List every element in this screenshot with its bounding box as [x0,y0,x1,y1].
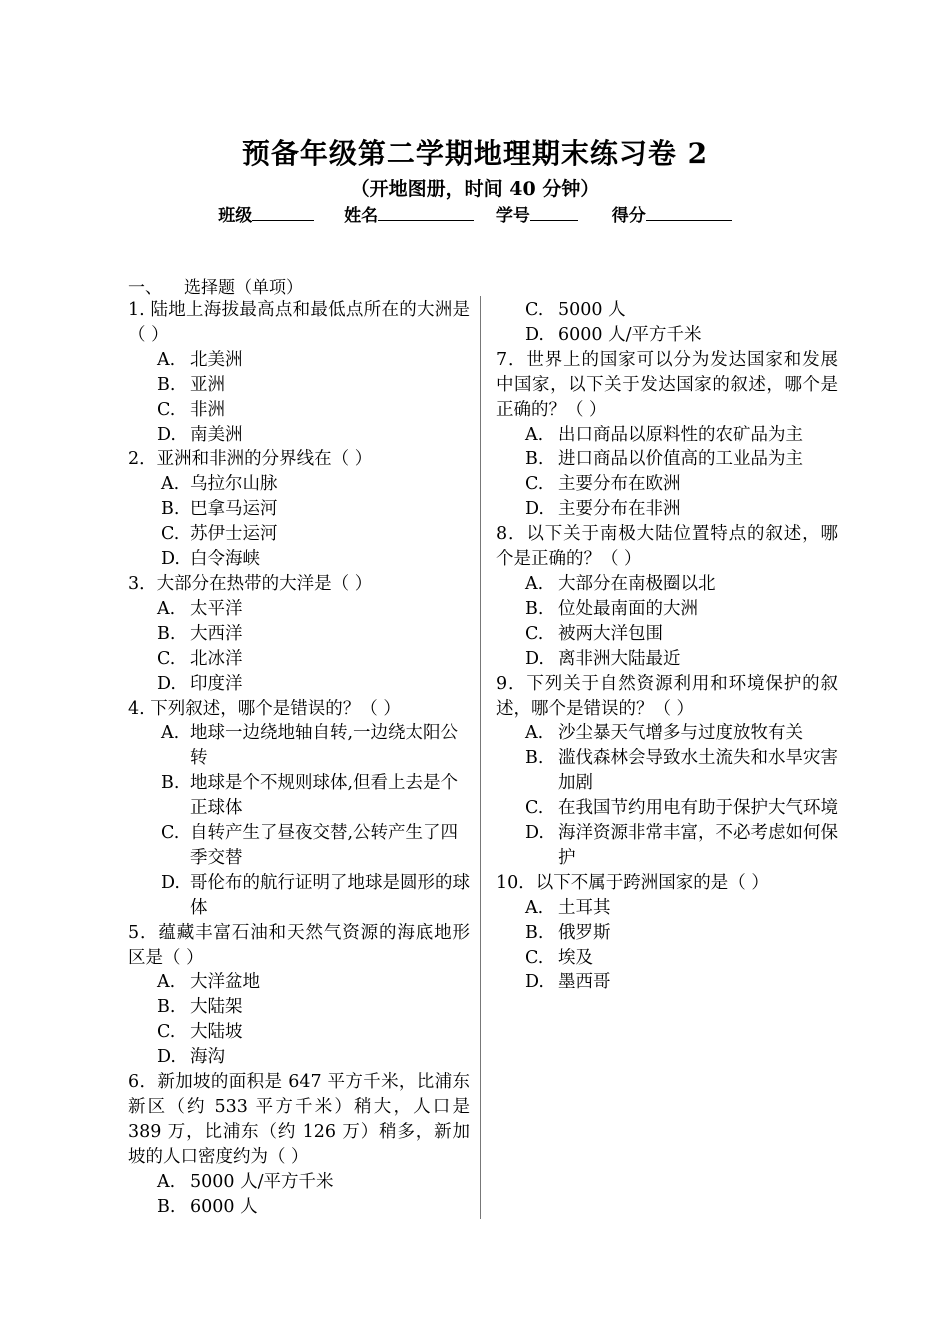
question-text: 7．世界上的国家可以分为发达国家和发展中国家，以下关于发达国家的叙述，哪个是正确的？（ ） [496,349,838,420]
option-text: 墨西哥 [558,972,611,993]
option-letter: D. [525,499,544,520]
class-blank[interactable] [252,205,314,221]
answer-option[interactable] [496,622,838,647]
question-text: 6．新加坡的面积是 647 平方千米，比浦东新区（约 533 平方千米）稍大，人口是 389 万，比浦东（约 126 万）稍多，新加坡的人口密度约为（ ） [128,1072,470,1167]
option-letter: D. [525,972,544,993]
answer-option[interactable] [128,497,470,522]
option-letter: A. [525,573,544,594]
option-letter: A. [157,349,176,370]
option-letter: D. [161,549,180,570]
option-letter: A. [525,424,544,445]
answer-option[interactable] [496,896,838,921]
answer-option[interactable] [128,721,470,771]
option-text: 地球是个不规则球体,但看上去是个正球体 [190,773,459,819]
option-text: 5000 人 [558,300,626,320]
answer-option[interactable] [128,647,470,672]
option-letter: B. [157,374,176,395]
option-text: 大西洋 [190,623,243,644]
answer-option[interactable] [128,1195,470,1220]
option-letter: A. [157,598,176,619]
option-letter: A. [161,723,180,744]
option-letter: B. [157,997,176,1018]
answer-option[interactable] [128,821,470,871]
section-heading [128,273,303,298]
option-text: 出口商品以原料性的农矿品为主 [558,424,803,445]
option-text: 进口商品以价值高的工业品为主 [558,449,803,470]
answer-option[interactable] [496,497,838,522]
answer-option[interactable] [496,447,838,472]
right-column [496,298,838,995]
name-label: 姓名 [344,206,379,226]
option-letter: D. [161,872,180,893]
question-text: 10．以下不属于跨洲国家的是（ ） [496,872,769,893]
answer-option[interactable] [128,597,470,622]
answer-option[interactable] [496,597,838,622]
answer-option[interactable] [496,647,838,672]
option-letter: D. [157,673,176,694]
option-letter: B. [157,1196,176,1217]
option-text: 地球一边绕地轴自转,一边绕太阳公转 [190,723,459,769]
answer-option[interactable] [128,348,470,373]
answer-option[interactable] [496,298,838,323]
option-text: 土耳其 [558,897,611,918]
page-subtitle: （开地图册，时间 40 分钟） [350,178,600,200]
option-text: 印度洋 [190,673,243,694]
answer-option[interactable] [128,472,470,497]
section-number: 一、 [128,278,162,298]
answer-option[interactable] [496,921,838,946]
answer-option[interactable] [128,970,470,995]
answer-option[interactable] [496,946,838,971]
option-letter: C. [525,623,544,644]
option-text: 大陆架 [190,997,243,1018]
answer-option[interactable] [128,771,470,821]
option-letter: C. [157,648,176,669]
option-letter: C. [525,798,544,819]
option-text: 位处最南面的大洲 [558,598,698,619]
answer-option[interactable] [496,572,838,597]
class-label: 班级 [218,206,253,226]
answer-option[interactable] [128,1020,470,1045]
option-text: 乌拉尔山脉 [190,474,278,495]
answer-option[interactable] [496,721,838,746]
option-letter: B. [525,922,544,943]
answer-option[interactable] [496,323,838,348]
score-label: 得分 [611,206,646,226]
option-letter: B. [161,773,180,794]
score-blank[interactable] [646,205,732,221]
option-text: 北冰洋 [190,648,243,669]
option-text: 自转产生了昼夜交替,公转产生了四季交替 [190,823,459,868]
option-letter: C. [161,524,180,545]
option-text: 南美洲 [190,424,243,445]
option-text: 大陆坡 [190,1022,243,1043]
option-letter: C. [525,947,544,968]
answer-option[interactable] [128,871,470,921]
question-text: 5．蕴藏丰富石油和天然气资源的海底地形区是（ ） [128,922,470,968]
answer-option[interactable] [128,622,470,647]
option-text: 主要分布在非洲 [558,499,681,520]
option-text: 被两大洋包围 [558,623,663,644]
option-letter: B. [525,449,544,470]
option-letter: A. [525,723,544,744]
option-letter: B. [525,598,544,619]
option-letter: B. [161,499,180,520]
option-text: 滥伐森林会导致水土流失和水旱灾害加剧 [558,748,838,794]
option-text: 离非洲大陆最近 [558,648,681,669]
option-text: 主要分布在欧洲 [558,474,681,495]
answer-option[interactable] [496,796,838,821]
option-letter: D. [157,1047,176,1068]
option-text: 海沟 [190,1047,225,1068]
score-field [612,201,732,226]
answer-option[interactable] [128,423,470,448]
left-column [128,298,470,1220]
question-text: 2．亚洲和非洲的分界线在（ ） [128,449,373,470]
option-text: 白令海峡 [190,549,260,570]
answer-option[interactable] [496,970,838,995]
option-text: 非洲 [190,399,225,420]
answer-option[interactable] [128,522,470,547]
option-letter: D. [157,424,176,445]
student-number-label: 学号 [495,206,530,226]
answer-option[interactable] [128,995,470,1020]
option-text: 沙尘暴天气增多与过度放牧有关 [558,723,803,744]
option-text: 6000 人/平方千米 [558,324,702,345]
student-number-blank[interactable] [530,205,578,221]
option-letter: C. [525,300,544,320]
name-field [344,201,474,226]
question-text: 9．下列关于自然资源利用和环境保护的叙述，哪个是错误的？（ ） [496,673,838,719]
option-text: 5000 人/平方千米 [190,1171,334,1192]
question-text: 3．大部分在热带的大洋是（ ） [128,573,373,594]
answer-option[interactable] [128,547,470,572]
option-letter: C. [525,474,544,495]
option-letter: C. [157,399,176,420]
answer-option[interactable] [496,746,838,796]
answer-option[interactable] [128,1170,470,1195]
option-letter: A. [157,972,176,993]
option-letter: B. [157,623,176,644]
question-text: 1. 陆地上海拔最高点和最低点所在的大洲是（ ） [128,300,470,345]
option-text: 大部分在南极圈以北 [558,573,716,594]
option-letter: C. [157,1022,176,1043]
answer-option[interactable] [496,472,838,497]
student-info-line [0,201,950,226]
question-text: 8．以下关于南极大陆位置特点的叙述，哪个是正确的？（ ） [496,524,838,570]
option-letter: D. [525,823,544,844]
answer-option[interactable] [496,821,838,871]
option-text: 北美洲 [190,349,243,370]
option-text: 海洋资源非常丰富，不必考虑如何保护 [558,823,838,868]
student-number-field [496,201,578,226]
option-letter: C. [161,823,180,844]
option-text: 大洋盆地 [190,972,260,993]
answer-option[interactable] [496,423,838,448]
option-text: 6000 人 [190,1196,258,1217]
answer-option[interactable] [128,398,470,423]
option-letter: A. [157,1171,176,1192]
option-text: 巴拿马运河 [190,499,278,520]
answer-option[interactable] [128,1045,470,1070]
option-letter: A. [525,897,544,918]
name-blank[interactable] [378,205,474,221]
column-divider [480,296,481,1219]
option-letter: B. [525,748,544,769]
class-field [218,201,314,226]
option-text: 哥伦布的航行证明了地球是圆形的球体 [190,872,470,918]
page-title: 预备年级第二学期地理期末练习卷 2 [241,137,709,170]
option-letter: A. [161,474,180,495]
option-letter: D. [525,324,544,345]
option-text: 埃及 [558,947,593,968]
answer-option[interactable] [128,672,470,697]
option-text: 在我国节约用电有助于保护大气环境 [558,798,838,819]
option-text: 太平洋 [190,598,243,619]
option-text: 亚洲 [190,374,225,395]
option-text: 苏伊士运河 [190,524,278,545]
section-title: 选择题（单项） [184,278,303,298]
answer-option[interactable] [128,373,470,398]
question-text: 4. 下列叙述，哪个是错误的？（ ） [128,698,401,719]
option-letter: D. [525,648,544,669]
option-text: 俄罗斯 [558,922,611,943]
